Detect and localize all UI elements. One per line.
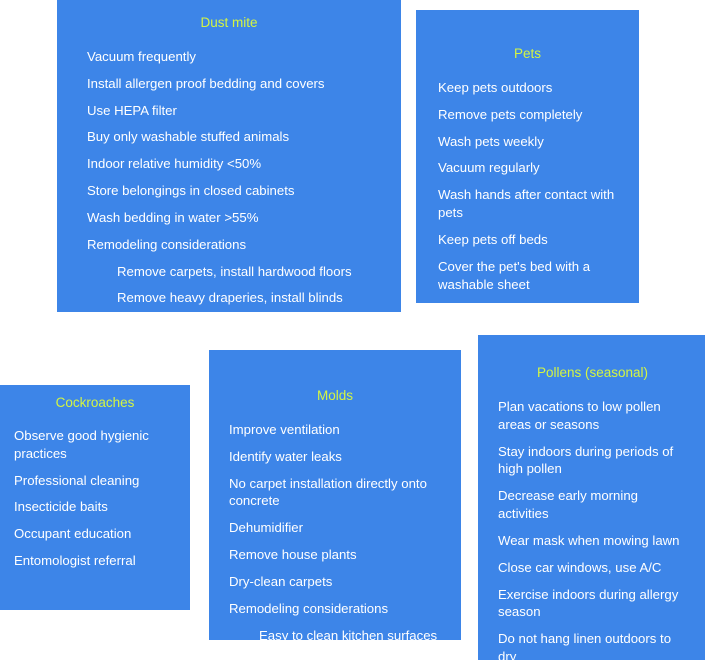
- list-item: Cover the pet's bed with a washable sheet: [438, 258, 591, 292]
- list-item: Store belongings in closed cabinets: [87, 183, 295, 199]
- list-item: Improve ventilation: [229, 422, 340, 437]
- list-item: Keep pets off beds: [438, 231, 548, 247]
- panel-title-cockroaches: Cockroaches: [55, 395, 135, 410]
- list-item: Keep pets outdoors: [438, 80, 553, 95]
- list-item: Stay indoors during periods of high pollen: [498, 443, 674, 477]
- panel-title-pollens: Pollens (seasonal): [536, 365, 649, 380]
- list-item: Wear mask when mowing lawn: [498, 532, 680, 548]
- list-item: Install allergen proof bedding and covers: [87, 75, 325, 91]
- list-item: Exercise indoors during allergy season: [498, 586, 679, 620]
- list-item: Vacuum frequently: [87, 49, 196, 64]
- list-item: Wash hands after contact with pets: [438, 187, 615, 221]
- list-item: Plan vacations to low pollen areas or seasons: [498, 399, 661, 432]
- panel-cockroaches: [0, 385, 190, 610]
- list-item: Insecticide baits: [14, 499, 108, 515]
- list-item-sub: Remove heavy draperies, install blinds: [117, 290, 343, 306]
- item-list-dust-mite: [87, 48, 383, 307]
- panel-pets: [416, 10, 639, 303]
- panel-pollens: [478, 335, 705, 664]
- list-item: Use HEPA filter: [87, 102, 177, 118]
- list-item: Occupant education: [14, 526, 132, 542]
- panel-molds: [209, 350, 461, 643]
- list-item: Remodeling considerations: [229, 600, 389, 616]
- list-item: No carpet installation directly onto concrete: [229, 475, 427, 509]
- list-item: Dehumidifier: [229, 520, 304, 536]
- panel-title-dust-mite: Dust mite: [200, 15, 258, 30]
- list-item: Remodeling considerations: [87, 236, 247, 252]
- list-item: Remove pets completely: [438, 106, 583, 122]
- list-item: Entomologist referral: [14, 553, 136, 569]
- list-item: Close car windows, use A/C: [498, 559, 662, 575]
- list-item: Decrease early morning activities: [498, 488, 638, 522]
- list-item: Remove house plants: [229, 547, 357, 563]
- item-list-pets: [438, 79, 623, 293]
- list-item: Wash pets weekly: [438, 133, 544, 149]
- list-item-sub: Remove carpets, install hardwood floors: [117, 263, 352, 279]
- panel-title-molds: Molds: [316, 388, 353, 403]
- panel-dust-mite: [57, 0, 401, 312]
- item-list-cockroaches: [14, 427, 176, 570]
- item-list-pollens: [498, 398, 691, 666]
- list-item: Wash bedding in water >55%: [87, 209, 259, 225]
- list-item-sub: Easy to clean kitchen surfaces: [259, 627, 438, 643]
- list-item: Professional cleaning: [14, 472, 140, 488]
- list-item: Do not hang linen outdoors to dry: [498, 631, 672, 664]
- list-item: Indoor relative humidity <50%: [87, 156, 262, 172]
- list-item: Vacuum regularly: [438, 160, 540, 176]
- list-item: Observe good hygienic practices: [14, 428, 149, 461]
- item-list-molds: [229, 421, 447, 644]
- list-item: Buy only washable stuffed animals: [87, 129, 290, 145]
- list-item: Identify water leaks: [229, 448, 342, 464]
- panel-title-pets: Pets: [513, 46, 541, 61]
- list-item: Dry-clean carpets: [229, 573, 333, 589]
